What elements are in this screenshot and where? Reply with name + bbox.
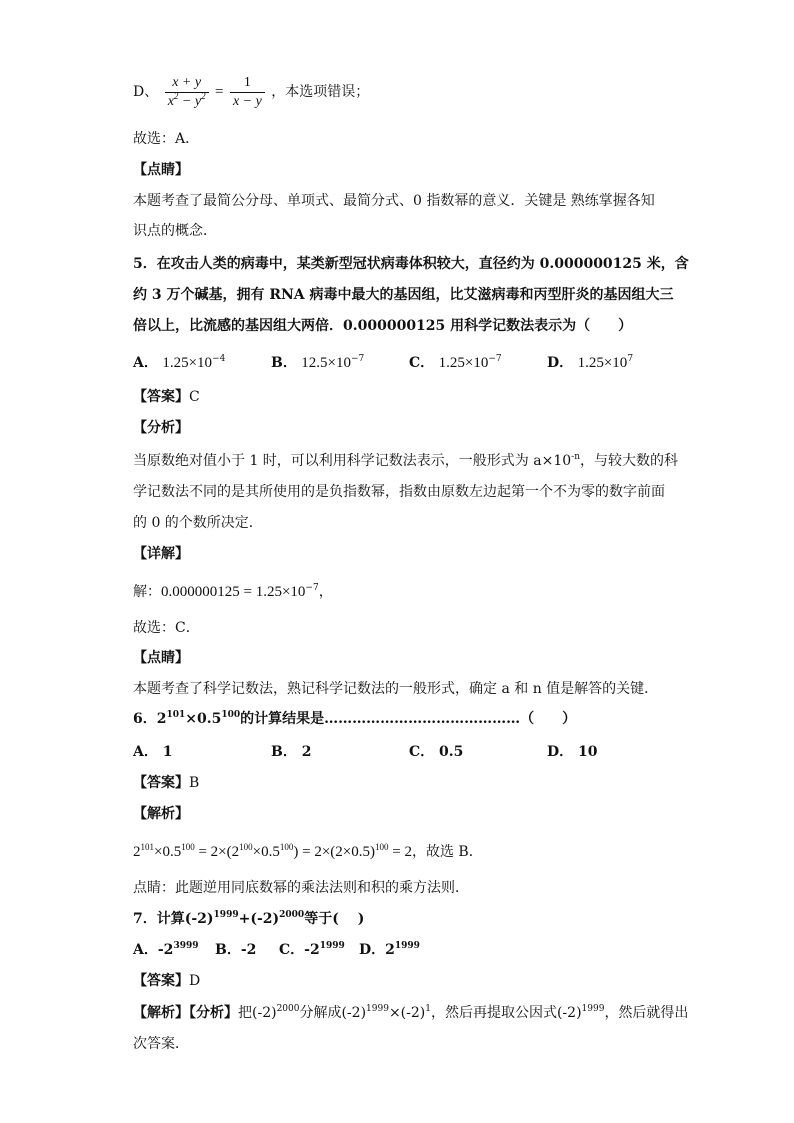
q7-option-b xyxy=(215,940,256,960)
q5-detail-suffix: ， xyxy=(318,584,333,600)
q5-option-a-letter: A． xyxy=(133,355,158,371)
q5-dianjing-tag: 【点睛】 xyxy=(133,650,189,666)
q6-stem-exp1: 101 xyxy=(166,710,186,720)
q7-option-c-base: -2 xyxy=(304,942,320,958)
q7-option-d-base: 2 xyxy=(385,942,395,958)
q7-analysis-line2: 次答案． xyxy=(133,1036,189,1052)
q4-dianjing-tag: 【点睛】 xyxy=(133,162,189,178)
q5-stem-line1: 5．在攻击人类的病毒中，某类新型冠状病毒体积较大，直径约为 0.000000125 米，含 xyxy=(133,256,689,272)
q5-option-b-exp: −7 xyxy=(351,354,365,364)
fraction-right-numerator: 1 xyxy=(230,74,265,93)
q6-stem-exp2: 100 xyxy=(221,710,241,720)
q7-option-a-letter: A． xyxy=(133,942,158,958)
q7-part: ×(-2) xyxy=(388,1005,426,1021)
q6-option-c-value: 0.5 xyxy=(439,744,464,760)
sol-part: = 2×(2 xyxy=(194,844,240,860)
sol-exp: 100 xyxy=(181,842,195,852)
q5-detail-line xyxy=(133,582,333,602)
q5-option-c-base: 1.25×10 xyxy=(438,355,489,371)
sol-part: ×0.5 xyxy=(154,844,182,860)
q6-option-d-value: 10 xyxy=(578,744,598,760)
q6-stem-c: 的计算结果是……………………………………（ ） xyxy=(240,711,577,727)
q6-option-a xyxy=(133,742,173,762)
q5-option-d-letter: D． xyxy=(547,355,574,371)
q5-option-d-exp: 7 xyxy=(627,354,634,364)
q6-option-a-letter: A． xyxy=(133,744,158,760)
q5-option-d-base: 1.25×10 xyxy=(577,355,628,371)
q7-exp: 1999 xyxy=(581,1004,605,1014)
q5-answer xyxy=(133,387,200,407)
q4-choose: 故选：A． xyxy=(133,131,200,147)
fraction-left-numerator: x + y xyxy=(165,74,209,93)
q5-option-c-letter: C． xyxy=(409,355,435,371)
q7-option-c-letter: C． xyxy=(279,942,305,958)
q5-answer-value: C xyxy=(189,389,200,405)
q7-option-b-base: -2 xyxy=(240,942,257,958)
q5-option-a-base: 1.25×10 xyxy=(162,355,213,371)
q7-exp: 2000 xyxy=(276,1004,300,1014)
q6-solution xyxy=(133,842,483,862)
fraction-left xyxy=(165,74,209,111)
q5-dianjing-line: 本题考查了科学记数法，熟记科学记数法的一般形式，确定 a 和 n 值是解答的关键． xyxy=(133,681,659,697)
q7-option-c-exp: 1999 xyxy=(319,941,345,951)
q7-option-d xyxy=(359,940,420,960)
q7-option-d-letter: D． xyxy=(359,942,386,958)
sol-part: 2 xyxy=(133,844,141,860)
q6-option-b-value: 2 xyxy=(301,744,312,760)
q7-part: ，然后就得出 xyxy=(604,1005,689,1021)
q5-analysis-line2: 学记数法不同的是其所使用的是负指数幂，指数由原数左边起第一个不为零的数字前面 xyxy=(133,484,665,500)
q6-option-b xyxy=(271,742,311,762)
q7-stem xyxy=(133,909,364,929)
q7-answer-value: D xyxy=(189,973,201,989)
q7-analysis-tags: 【解析】【分析】 xyxy=(133,1005,238,1021)
q6-note: 点睛：此题逆用同底数幂的乘法法则和积的乘方法则． xyxy=(133,880,469,896)
den-x: x xyxy=(167,93,174,109)
q4-dianjing-line2: 识点的概念． xyxy=(133,223,217,239)
sol-exp: 100 xyxy=(239,842,253,852)
q5-analysis-tag: 【分析】 xyxy=(133,420,189,436)
q7-answer-tag: 【答案】 xyxy=(133,973,189,989)
q6-option-d-letter: D． xyxy=(547,744,574,760)
q5-option-d xyxy=(547,353,633,373)
q6-stem xyxy=(133,709,576,729)
q5-choose: 故选：C． xyxy=(133,620,200,636)
sol-part: ×0.5 xyxy=(252,844,280,860)
den-minus-y: − y xyxy=(178,93,202,109)
option-d-explanation xyxy=(133,72,369,112)
q5-analysis-line1-b: ，与较大数的科 xyxy=(580,453,678,469)
q6-stem-b: ×0.5 xyxy=(185,711,222,727)
q7-stem-a: 7．计算(-2) xyxy=(133,911,214,927)
fraction-right-denominator: x − y xyxy=(232,93,262,109)
sol-part: ) = 2×(2×0.5) xyxy=(293,844,375,860)
q5-detail-tag: 【详解】 xyxy=(133,546,189,562)
q5-option-c-exp: −7 xyxy=(488,354,502,364)
q7-stem-exp1: 1999 xyxy=(213,910,239,920)
den-x-exp: 2 xyxy=(173,90,179,101)
q5-detail-math: 0.000000125 = 1.25×10 xyxy=(161,584,306,600)
q6-option-d xyxy=(547,742,598,762)
q5-option-c xyxy=(409,353,502,373)
q6-answer-tag: 【答案】 xyxy=(133,775,189,791)
q7-part: ，然后再提取公因式(-2) xyxy=(430,1005,582,1021)
q7-stem-b: +(-2) xyxy=(238,911,280,927)
q6-option-c xyxy=(409,742,463,762)
q5-stem-line2: 约 3 万个碱基，拥有 RNA 病毒中最大的基因组，比艾滋病毒和丙型肝炎的基因组大三 xyxy=(133,287,674,303)
q7-exp: 1 xyxy=(425,1004,431,1014)
sol-exp: 100 xyxy=(279,842,294,852)
q5-stem-line3: 倍以上，比流感的基因组大两倍．0.000000125 用科学记数法表示为（ ） xyxy=(133,318,633,334)
q5-option-a xyxy=(133,353,225,373)
q6-option-c-letter: C． xyxy=(409,744,435,760)
q6-option-b-letter: B． xyxy=(271,744,297,760)
sol-part: = 2 xyxy=(388,844,412,860)
q4-dianjing-line1: 本题考查了最简公分母、单项式、最简分式、0 指数幂的意义．关键是 熟练掌握各知 xyxy=(133,193,655,209)
equals-sign: = xyxy=(215,84,224,100)
q6-answer-value: B xyxy=(189,775,200,791)
q5-option-b-base: 12.5×10 xyxy=(301,355,352,371)
q5-analysis-line1-a: 当原数绝对值小于 1 时，可以利用科学记数法表示，一般形式为 a×10 xyxy=(133,453,572,469)
sol-exp: 100 xyxy=(374,842,389,852)
q7-answer xyxy=(133,971,200,991)
q7-option-a xyxy=(133,940,199,960)
q7-exp: 1999 xyxy=(366,1004,389,1014)
q5-option-a-exp: −4 xyxy=(212,354,226,364)
q5-analysis-line1 xyxy=(133,451,678,471)
q5-analysis-line3: 的 0 的个数所决定． xyxy=(133,515,263,531)
q7-option-c xyxy=(279,940,345,960)
q7-part: 分解成(-2) xyxy=(299,1005,367,1021)
q7-analysis-line1 xyxy=(133,1003,688,1023)
fraction-left-denominator xyxy=(165,90,209,111)
q7-stem-c: 等于( ) xyxy=(304,911,365,927)
q7-option-a-base: -2 xyxy=(157,942,174,958)
option-d-suffix: ，本选项错误； xyxy=(271,84,370,100)
q5-option-b xyxy=(271,353,364,373)
q7-stem-exp2: 2000 xyxy=(279,910,305,920)
den-y-exp: 2 xyxy=(201,90,206,101)
q7-part: 把(-2) xyxy=(238,1005,277,1021)
option-d-prefix: D、 xyxy=(133,84,159,100)
q7-option-b-letter: B． xyxy=(215,942,241,958)
q5-analysis-line1-exp: -n xyxy=(571,452,580,462)
q6-stem-a: 6．2 xyxy=(133,711,167,727)
sol-exp: 101 xyxy=(140,842,154,852)
q7-option-a-exp: 3999 xyxy=(173,941,199,951)
q6-answer xyxy=(133,773,199,793)
q6-analysis-tag: 【解析】 xyxy=(133,806,189,822)
q5-detail-exp: −7 xyxy=(305,583,319,593)
q7-option-d-exp: 1999 xyxy=(394,941,420,951)
fraction-right xyxy=(230,74,265,111)
q6-option-a-value: 1 xyxy=(162,744,173,760)
q5-option-b-letter: B． xyxy=(271,355,297,371)
q5-answer-tag: 【答案】 xyxy=(133,389,189,405)
q5-detail-prefix: 解： xyxy=(133,584,161,600)
q6-solution-suffix: ，故选 B． xyxy=(411,844,483,860)
